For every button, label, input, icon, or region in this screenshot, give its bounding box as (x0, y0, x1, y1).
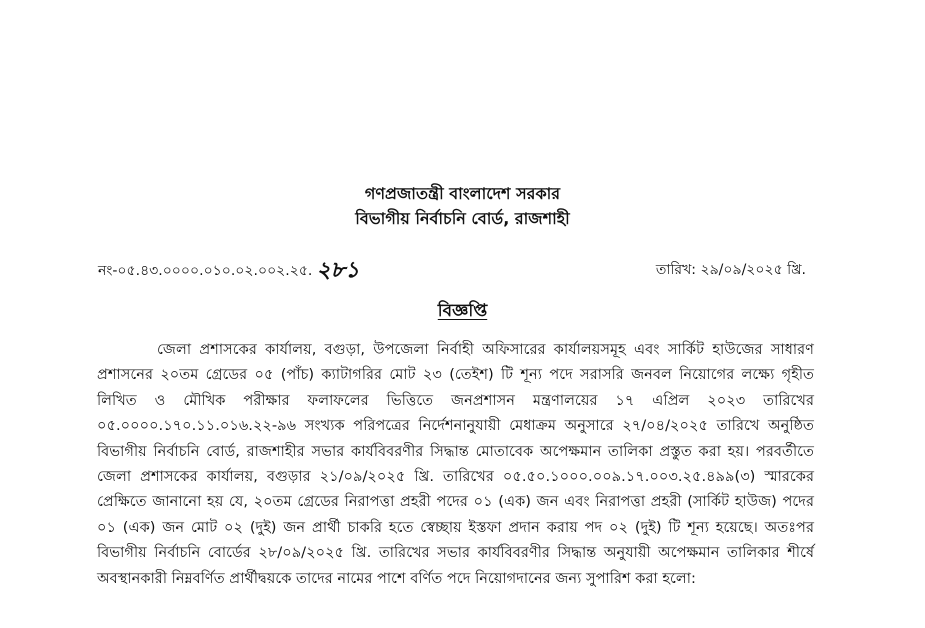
notice-body: জেলা প্রশাসকের কার্যালয়, বগুড়া, উপজেলা নির্বাহী অফিসারের কার্যালয়সমূহ এবং সার্কিট হাউজের সাধারণ প্রশাসনের ২০তম গ্রেডের ০৫ (পাঁচ) ক্যাটাগরির মোট ২৩ (তেইশ) টি শূন্য পদে সরাসরি জনবল নিয়োগের লক্ষ্যে গৃহীত লিখিত ও মৌখিক পরীক্ষার ফলাফলের ভিত্তিতে জনপ্রশাসন মন্ত্রণালয়ের ১৭ এপ্রিল ২০২৩ তারিখের ০৫.০০০০.১৭০.১১.০১৬.২২-৯৬ সংখ্যক পরিপত্রের নির্দেশনানুযায়ী মেধাক্রম অনুসারে ২৭/০৪/২০২৫ তারিখে অনুষ্ঠিত বিভাগীয় নির্বাচনি বোর্ড, রাজশাহীর সভার কার্যবিবরণীর সিদ্ধান্ত মোতাবেক অপেক্ষমান তালিকা প্রস্তুত করা হয়। পরবর্তীতে জেলা প্রশাসকের কার্যালয়, বগুড়ার ২১/০৯/২০২৫ খ্রি. তারিখের ০৫.৫০.১০০০.০০৯.১৭.০০৩.২৫.৪৯৯(৩) স্মারকের প্রেক্ষিতে জানানো হয় যে, ২০তম গ্রেডের নিরাপত্তা প্রহরী পদের ০১ (এক) জন এবং নিরাপত্তা প্রহরী (সার্কিট হাউজ) পদের ০১ (এক) জন মোট ০২ (দুই) জন প্রার্থী চাকরি হতে স্বেচ্ছায় ইস্তফা প্রদান করায় পদ ০২ (দুই) টি শূন্য হয়েছে। অতঃপর বিভাগীয় নির্বাচনি বোর্ডের ২৮/০৯/২০২৫ খ্রি. তারিখের সভার কার্যবিবরণীর সিদ্ধান্ত অনুযায়ী অপেক্ষমান তালিকার শীর্ষে অবস্থানকারী নিম্নবর্ণিত প্রার্থীদ্বয়কে তাদের নামের পাশে বর্ণিত পদে নিয়োগদানের জন্য সুপারিশ করা হলো: (97, 341, 814, 587)
government-title: গণপ্রজাতন্ত্রী বাংলাদেশ সরকার (364, 184, 561, 203)
memo-number: নং-০৫.৪৩.০০০০.০১০.০২.০০২.২৫. (98, 263, 313, 279)
notice-title (0, 299, 925, 323)
issue-date: তারিখ: ২৯/০৯/২০২৫ খ্রি. (655, 262, 806, 278)
board-title: বিভাগীয় নির্বাচনি বোর্ড, রাজশাহী (355, 209, 570, 228)
notice-title-text: বিজ্ঞপ্তি (437, 301, 488, 321)
memo-number-line (98, 259, 359, 282)
handwritten-memo-number: ২৮১ (316, 257, 360, 283)
